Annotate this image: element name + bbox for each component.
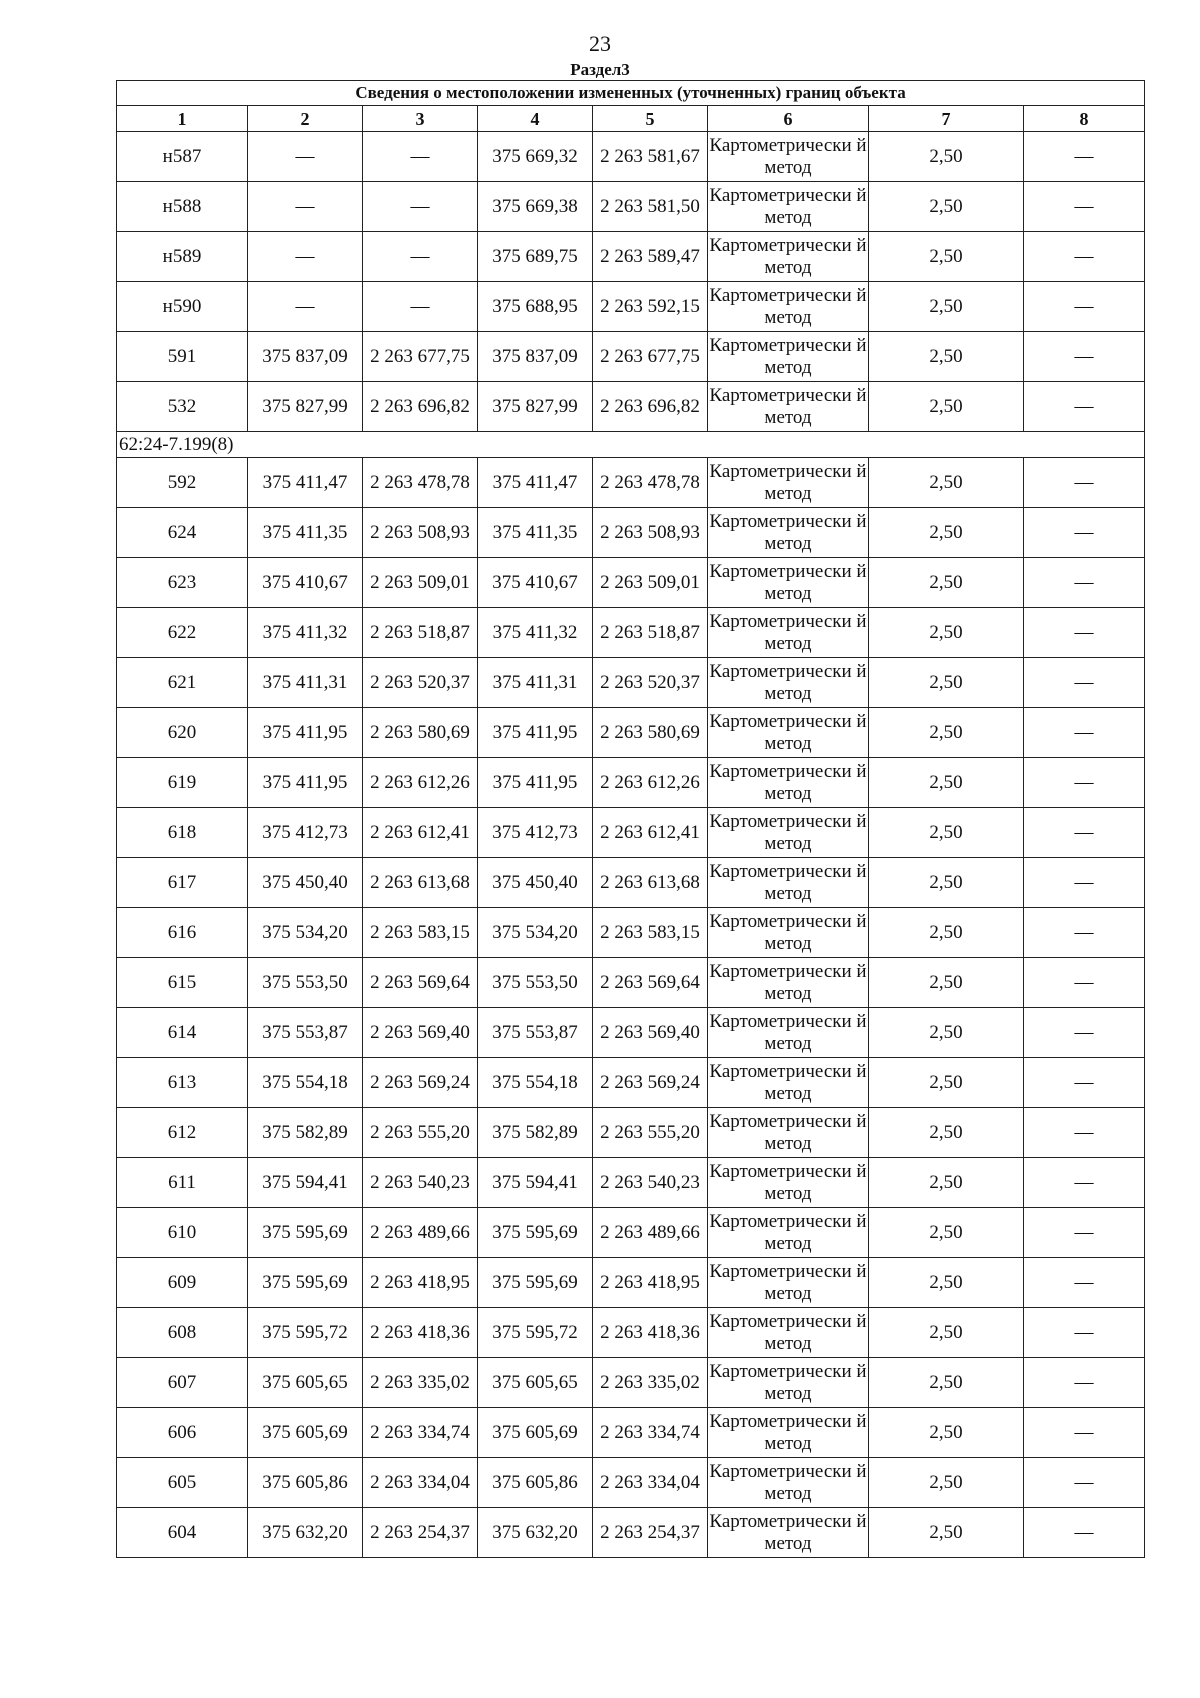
existing-y-cell: 2 263 540,23 <box>363 1158 478 1208</box>
method-cell: Картометрически й метод <box>708 332 869 382</box>
table-row <box>117 1458 1145 1508</box>
accuracy-cell: 2,50 <box>869 858 1024 908</box>
new-x-cell: 375 595,69 <box>478 1208 593 1258</box>
description-cell: — <box>1024 708 1145 758</box>
method-cell: Картометрически й метод <box>708 382 869 432</box>
accuracy-cell: 2,50 <box>869 908 1024 958</box>
new-x-cell: 375 410,67 <box>478 558 593 608</box>
new-y-cell: 2 263 489,66 <box>593 1208 708 1258</box>
new-x-cell: 375 595,72 <box>478 1308 593 1358</box>
accuracy-cell: 2,50 <box>869 708 1024 758</box>
table-row <box>117 958 1145 1008</box>
section-title: Раздел3 <box>570 60 630 79</box>
existing-x-cell: 375 411,95 <box>248 758 363 808</box>
accuracy-cell: 2,50 <box>869 1308 1024 1358</box>
table-row <box>117 382 1145 432</box>
existing-x-cell: 375 411,95 <box>248 708 363 758</box>
new-x-cell: 375 605,65 <box>478 1358 593 1408</box>
existing-y-cell: 2 263 580,69 <box>363 708 478 758</box>
point-id-cell: 615 <box>117 958 248 1008</box>
existing-x-cell: 375 554,18 <box>248 1058 363 1108</box>
existing-x-cell: 375 595,69 <box>248 1208 363 1258</box>
description-cell: — <box>1024 858 1145 908</box>
existing-x-cell: 375 632,20 <box>248 1508 363 1558</box>
table-row <box>117 1408 1145 1458</box>
new-x-cell: 375 553,50 <box>478 958 593 1008</box>
existing-y-cell: 2 263 583,15 <box>363 908 478 958</box>
column-header: 2 <box>248 106 363 132</box>
new-y-cell: 2 263 418,95 <box>593 1258 708 1308</box>
accuracy-cell: 2,50 <box>869 182 1024 232</box>
existing-x-cell: — <box>248 182 363 232</box>
accuracy-cell: 2,50 <box>869 1108 1024 1158</box>
existing-x-cell: — <box>248 132 363 182</box>
method-cell: Картометрически й метод <box>708 658 869 708</box>
existing-y-cell: 2 263 418,95 <box>363 1258 478 1308</box>
table-row <box>117 508 1145 558</box>
table-row <box>117 1308 1145 1358</box>
existing-x-cell: 375 450,40 <box>248 858 363 908</box>
accuracy-cell: 2,50 <box>869 332 1024 382</box>
new-y-cell: 2 263 478,78 <box>593 458 708 508</box>
accuracy-cell: 2,50 <box>869 808 1024 858</box>
existing-y-cell: — <box>363 232 478 282</box>
table-row <box>117 458 1145 508</box>
existing-x-cell: 375 411,32 <box>248 608 363 658</box>
existing-x-cell: 375 553,50 <box>248 958 363 1008</box>
method-cell: Картометрически й метод <box>708 1208 869 1258</box>
accuracy-cell: 2,50 <box>869 1208 1024 1258</box>
description-cell: — <box>1024 758 1145 808</box>
existing-y-cell: 2 263 254,37 <box>363 1508 478 1558</box>
existing-y-cell: 2 263 569,24 <box>363 1058 478 1108</box>
new-x-cell: 375 669,32 <box>478 132 593 182</box>
existing-x-cell: 375 582,89 <box>248 1108 363 1158</box>
point-id-cell: 620 <box>117 708 248 758</box>
new-x-cell: 375 688,95 <box>478 282 593 332</box>
method-cell: Картометрически й метод <box>708 908 869 958</box>
new-x-cell: 375 411,95 <box>478 758 593 808</box>
new-x-cell: 375 411,32 <box>478 608 593 658</box>
accuracy-cell: 2,50 <box>869 232 1024 282</box>
description-cell: — <box>1024 908 1145 958</box>
description-cell: — <box>1024 1058 1145 1108</box>
table-row <box>117 1258 1145 1308</box>
column-header: 5 <box>593 106 708 132</box>
new-y-cell: 2 263 569,24 <box>593 1058 708 1108</box>
existing-x-cell: — <box>248 282 363 332</box>
existing-y-cell: 2 263 677,75 <box>363 332 478 382</box>
existing-x-cell: 375 553,87 <box>248 1008 363 1058</box>
existing-x-cell: 375 411,47 <box>248 458 363 508</box>
new-y-cell: 2 263 581,67 <box>593 132 708 182</box>
new-y-cell: 2 263 334,04 <box>593 1458 708 1508</box>
table-row <box>117 1158 1145 1208</box>
new-x-cell: 375 554,18 <box>478 1058 593 1108</box>
existing-x-cell: — <box>248 232 363 282</box>
new-y-cell: 2 263 254,37 <box>593 1508 708 1558</box>
table-row <box>117 1508 1145 1558</box>
new-x-cell: 375 411,95 <box>478 708 593 758</box>
accuracy-cell: 2,50 <box>869 1408 1024 1458</box>
point-id-cell: н589 <box>117 232 248 282</box>
table-row <box>117 808 1145 858</box>
new-x-cell: 375 534,20 <box>478 908 593 958</box>
new-x-cell: 375 594,41 <box>478 1158 593 1208</box>
description-cell: — <box>1024 1308 1145 1358</box>
new-x-cell: 375 827,99 <box>478 382 593 432</box>
point-id-cell: н587 <box>117 132 248 182</box>
point-id-cell: 612 <box>117 1108 248 1158</box>
point-id-cell: 592 <box>117 458 248 508</box>
point-id-cell: 618 <box>117 808 248 858</box>
description-cell: — <box>1024 458 1145 508</box>
description-cell: — <box>1024 132 1145 182</box>
point-id-cell: 621 <box>117 658 248 708</box>
new-y-cell: 2 263 581,50 <box>593 182 708 232</box>
table-row <box>117 1008 1145 1058</box>
new-y-cell: 2 263 580,69 <box>593 708 708 758</box>
new-x-cell: 375 411,35 <box>478 508 593 558</box>
accuracy-cell: 2,50 <box>869 282 1024 332</box>
method-cell: Картометрически й метод <box>708 1508 869 1558</box>
column-header: 7 <box>869 106 1024 132</box>
existing-x-cell: 375 595,69 <box>248 1258 363 1308</box>
method-cell: Картометрически й метод <box>708 1308 869 1358</box>
existing-y-cell: 2 263 508,93 <box>363 508 478 558</box>
existing-x-cell: 375 595,72 <box>248 1308 363 1358</box>
method-cell: Картометрически й метод <box>708 1108 869 1158</box>
accuracy-cell: 2,50 <box>869 1508 1024 1558</box>
description-cell: — <box>1024 1358 1145 1408</box>
method-cell: Картометрически й метод <box>708 458 869 508</box>
new-y-cell: 2 263 335,02 <box>593 1358 708 1408</box>
new-y-cell: 2 263 677,75 <box>593 332 708 382</box>
description-cell: — <box>1024 1208 1145 1258</box>
new-y-cell: 2 263 569,64 <box>593 958 708 1008</box>
description-cell: — <box>1024 658 1145 708</box>
existing-x-cell: 375 827,99 <box>248 382 363 432</box>
new-y-cell: 2 263 334,74 <box>593 1408 708 1458</box>
accuracy-cell: 2,50 <box>869 658 1024 708</box>
description-cell: — <box>1024 508 1145 558</box>
new-x-cell: 375 450,40 <box>478 858 593 908</box>
existing-y-cell: 2 263 612,41 <box>363 808 478 858</box>
accuracy-cell: 2,50 <box>869 1458 1024 1508</box>
point-id-cell: 611 <box>117 1158 248 1208</box>
new-x-cell: 375 837,09 <box>478 332 593 382</box>
method-cell: Картометрически й метод <box>708 558 869 608</box>
new-y-cell: 2 263 518,87 <box>593 608 708 658</box>
existing-y-cell: 2 263 520,37 <box>363 658 478 708</box>
existing-y-cell: 2 263 418,36 <box>363 1308 478 1358</box>
accuracy-cell: 2,50 <box>869 558 1024 608</box>
method-cell: Картометрически й метод <box>708 1258 869 1308</box>
accuracy-cell: 2,50 <box>869 132 1024 182</box>
new-y-cell: 2 263 555,20 <box>593 1108 708 1158</box>
table-row <box>117 1208 1145 1258</box>
point-id-cell: 623 <box>117 558 248 608</box>
table-row <box>117 332 1145 382</box>
table-row <box>117 282 1145 332</box>
column-header: 3 <box>363 106 478 132</box>
new-x-cell: 375 411,47 <box>478 458 593 508</box>
existing-y-cell: — <box>363 182 478 232</box>
point-id-cell: 610 <box>117 1208 248 1258</box>
new-y-cell: 2 263 613,68 <box>593 858 708 908</box>
accuracy-cell: 2,50 <box>869 1358 1024 1408</box>
description-cell: — <box>1024 958 1145 1008</box>
point-id-cell: 619 <box>117 758 248 808</box>
table-body <box>117 81 1145 1558</box>
table-row <box>117 858 1145 908</box>
point-id-cell: 605 <box>117 1458 248 1508</box>
method-cell: Картометрически й метод <box>708 1008 869 1058</box>
accuracy-cell: 2,50 <box>869 758 1024 808</box>
new-x-cell: 375 689,75 <box>478 232 593 282</box>
column-header: 1 <box>117 106 248 132</box>
existing-x-cell: 375 605,65 <box>248 1358 363 1408</box>
accuracy-cell: 2,50 <box>869 382 1024 432</box>
new-x-cell: 375 411,31 <box>478 658 593 708</box>
method-cell: Картометрически й метод <box>708 758 869 808</box>
accuracy-cell: 2,50 <box>869 958 1024 1008</box>
description-cell: — <box>1024 382 1145 432</box>
table-row <box>117 608 1145 658</box>
column-header: 6 <box>708 106 869 132</box>
new-y-cell: 2 263 569,40 <box>593 1008 708 1058</box>
point-id-cell: 616 <box>117 908 248 958</box>
point-id-cell: 622 <box>117 608 248 658</box>
existing-y-cell: 2 263 489,66 <box>363 1208 478 1258</box>
method-cell: Картометрически й метод <box>708 858 869 908</box>
method-cell: Картометрически й метод <box>708 182 869 232</box>
point-id-cell: 608 <box>117 1308 248 1358</box>
table-row <box>117 1058 1145 1108</box>
table-row <box>117 758 1145 808</box>
group-row <box>117 432 1145 458</box>
existing-y-cell: 2 263 613,68 <box>363 858 478 908</box>
new-x-cell: 375 553,87 <box>478 1008 593 1058</box>
existing-x-cell: 375 837,09 <box>248 332 363 382</box>
table-row <box>117 658 1145 708</box>
existing-y-cell: 2 263 569,40 <box>363 1008 478 1058</box>
method-cell: Картометрически й метод <box>708 1408 869 1458</box>
table-row <box>117 558 1145 608</box>
description-cell: — <box>1024 282 1145 332</box>
new-y-cell: 2 263 589,47 <box>593 232 708 282</box>
existing-x-cell: 375 411,35 <box>248 508 363 558</box>
existing-y-cell: 2 263 478,78 <box>363 458 478 508</box>
new-x-cell: 375 605,86 <box>478 1458 593 1508</box>
method-cell: Картометрически й метод <box>708 132 869 182</box>
existing-y-cell: 2 263 334,04 <box>363 1458 478 1508</box>
method-cell: Картометрически й метод <box>708 1158 869 1208</box>
accuracy-cell: 2,50 <box>869 1158 1024 1208</box>
group-label: 62:24-7.199(8) <box>117 432 1145 458</box>
description-cell: — <box>1024 232 1145 282</box>
existing-y-cell: — <box>363 132 478 182</box>
new-y-cell: 2 263 612,26 <box>593 758 708 808</box>
existing-x-cell: 375 605,69 <box>248 1408 363 1458</box>
new-x-cell: 375 632,20 <box>478 1508 593 1558</box>
point-id-cell: 614 <box>117 1008 248 1058</box>
existing-x-cell: 375 412,73 <box>248 808 363 858</box>
description-cell: — <box>1024 1258 1145 1308</box>
description-cell: — <box>1024 608 1145 658</box>
new-x-cell: 375 595,69 <box>478 1258 593 1308</box>
method-cell: Картометрически й метод <box>708 708 869 758</box>
new-y-cell: 2 263 508,93 <box>593 508 708 558</box>
existing-x-cell: 375 411,31 <box>248 658 363 708</box>
column-header-row <box>117 106 1145 132</box>
table-row <box>117 708 1145 758</box>
existing-x-cell: 375 410,67 <box>248 558 363 608</box>
accuracy-cell: 2,50 <box>869 1008 1024 1058</box>
column-header: 8 <box>1024 106 1145 132</box>
accuracy-cell: 2,50 <box>869 508 1024 558</box>
new-y-cell: 2 263 509,01 <box>593 558 708 608</box>
new-y-cell: 2 263 696,82 <box>593 382 708 432</box>
method-cell: Картометрически й метод <box>708 608 869 658</box>
accuracy-cell: 2,50 <box>869 608 1024 658</box>
method-cell: Картометрически й метод <box>708 508 869 558</box>
accuracy-cell: 2,50 <box>869 458 1024 508</box>
description-cell: — <box>1024 1008 1145 1058</box>
method-cell: Картометрически й метод <box>708 282 869 332</box>
point-id-cell: 609 <box>117 1258 248 1308</box>
existing-y-cell: 2 263 335,02 <box>363 1358 478 1408</box>
point-id-cell: 604 <box>117 1508 248 1558</box>
table-row <box>117 132 1145 182</box>
point-id-cell: 606 <box>117 1408 248 1458</box>
table-row <box>117 232 1145 282</box>
point-id-cell: 607 <box>117 1358 248 1408</box>
method-cell: Картометрически й метод <box>708 958 869 1008</box>
method-cell: Картометрически й метод <box>708 808 869 858</box>
point-id-cell: 617 <box>117 858 248 908</box>
new-y-cell: 2 263 540,23 <box>593 1158 708 1208</box>
point-id-cell: 532 <box>117 382 248 432</box>
new-x-cell: 375 605,69 <box>478 1408 593 1458</box>
description-cell: — <box>1024 182 1145 232</box>
table-caption: Сведения о местоположении измененных (уточненных) границ объекта <box>117 81 1145 106</box>
new-y-cell: 2 263 583,15 <box>593 908 708 958</box>
description-cell: — <box>1024 558 1145 608</box>
accuracy-cell: 2,50 <box>869 1258 1024 1308</box>
point-id-cell: н590 <box>117 282 248 332</box>
table-row <box>117 182 1145 232</box>
point-id-cell: 613 <box>117 1058 248 1108</box>
description-cell: — <box>1024 1108 1145 1158</box>
new-x-cell: 375 412,73 <box>478 808 593 858</box>
method-cell: Картометрически й метод <box>708 1058 869 1108</box>
new-x-cell: 375 582,89 <box>478 1108 593 1158</box>
existing-y-cell: 2 263 334,74 <box>363 1408 478 1458</box>
accuracy-cell: 2,50 <box>869 1058 1024 1108</box>
description-cell: — <box>1024 1508 1145 1558</box>
existing-x-cell: 375 534,20 <box>248 908 363 958</box>
description-cell: — <box>1024 1408 1145 1458</box>
new-y-cell: 2 263 520,37 <box>593 658 708 708</box>
table-row <box>117 1358 1145 1408</box>
existing-x-cell: 375 594,41 <box>248 1158 363 1208</box>
existing-y-cell: 2 263 555,20 <box>363 1108 478 1158</box>
coordinates-table <box>116 80 1145 1558</box>
table-row <box>117 908 1145 958</box>
method-cell: Картометрически й метод <box>708 1358 869 1408</box>
existing-y-cell: 2 263 569,64 <box>363 958 478 1008</box>
table-row <box>117 1108 1145 1158</box>
point-id-cell: н588 <box>117 182 248 232</box>
existing-y-cell: 2 263 696,82 <box>363 382 478 432</box>
method-cell: Картометрически й метод <box>708 1458 869 1508</box>
existing-y-cell: 2 263 518,87 <box>363 608 478 658</box>
existing-y-cell: 2 263 509,01 <box>363 558 478 608</box>
description-cell: — <box>1024 332 1145 382</box>
new-y-cell: 2 263 612,41 <box>593 808 708 858</box>
table-caption-row <box>117 81 1145 106</box>
description-cell: — <box>1024 1158 1145 1208</box>
method-cell: Картометрически й метод <box>708 232 869 282</box>
page-number: 23 <box>589 31 611 56</box>
new-y-cell: 2 263 418,36 <box>593 1308 708 1358</box>
existing-y-cell: 2 263 612,26 <box>363 758 478 808</box>
point-id-cell: 624 <box>117 508 248 558</box>
existing-x-cell: 375 605,86 <box>248 1458 363 1508</box>
point-id-cell: 591 <box>117 332 248 382</box>
new-x-cell: 375 669,38 <box>478 182 593 232</box>
description-cell: — <box>1024 808 1145 858</box>
existing-y-cell: — <box>363 282 478 332</box>
column-header: 4 <box>478 106 593 132</box>
new-y-cell: 2 263 592,15 <box>593 282 708 332</box>
description-cell: — <box>1024 1458 1145 1508</box>
